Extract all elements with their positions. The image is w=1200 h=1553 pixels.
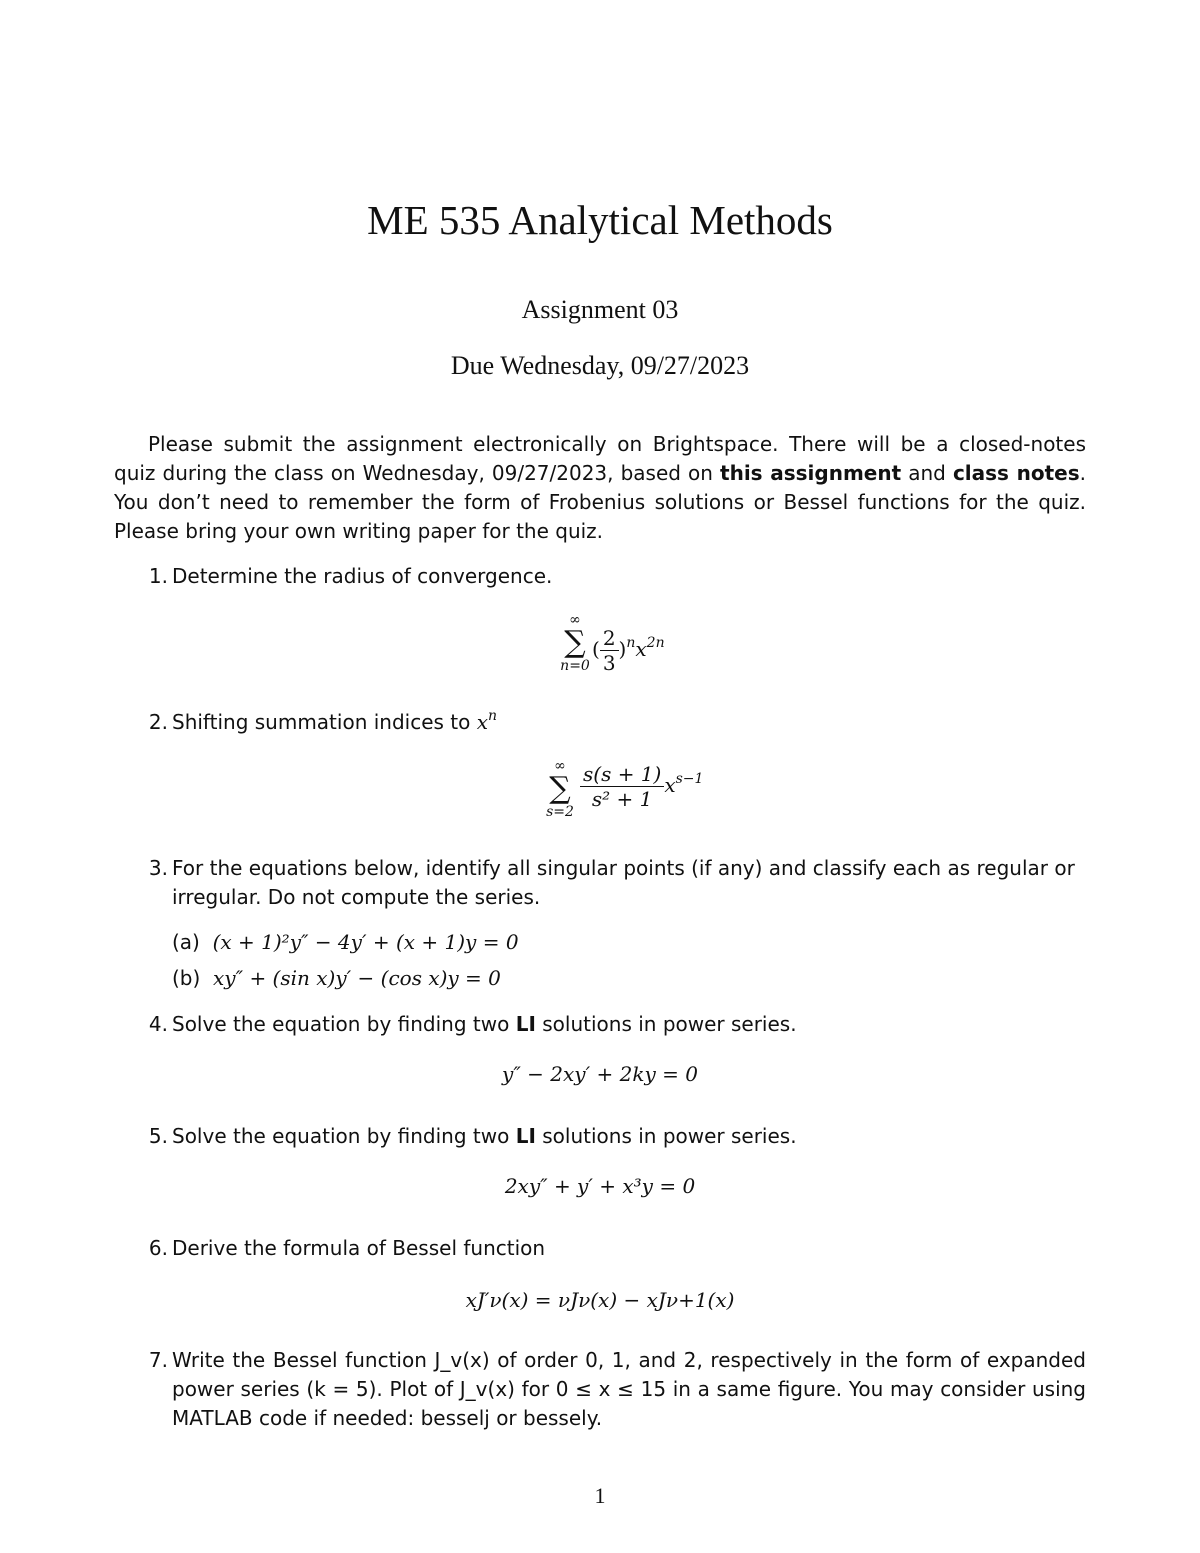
q3-item-b: (b) xy″ + (sin x)y′ − (cos x)y = 0 (172, 966, 501, 990)
assignment-number: Assignment 03 (521, 295, 679, 324)
bold-class-notes: class notes (952, 461, 1080, 485)
due-date: Due Wednesday, 09/27/2023 (450, 351, 750, 380)
q4-formula: y″ − 2xy′ + 2ky = 0 (502, 1062, 698, 1086)
question-7: 7. Write the Bessel function J_v(x) of order 0, 1, and 2, respectively in the form of expanded power series (k = 5). Plot of J_v(x) for 0 ≤ x ≤ 15 in a same figure. You may consider using MATLAB code if needed: besselj or bessely. (148, 1348, 1086, 1430)
q3-item-a: (a) (x + 1)²y″ − 4y′ + (x + 1)y = 0 (172, 930, 519, 954)
bold-this-assignment: this assignment (720, 461, 902, 485)
page-number: 1 (594, 1483, 606, 1508)
q5-formula: 2xy″ + y′ + x³y = 0 (504, 1174, 696, 1198)
document-page: ME 535 Analytical Methods Assignment 03 Due Wednesday, 09/27/2023 Please submit the assignment electronically on Brightspace. There will be a closed-notes quiz during the class on Wednesday, 09/27/2023, based on this assignment and class notes. You don’t need to remember the form of Frobenius solutions or Bessel functions for the quiz. Please bring your own writing paper for the quiz. 1. Determine the radius of convergence. ∞ ∑ n=0 ( $\frac{2}{3}$ )$^nx^{2n}$ 2. Shifting summation indices to $x^n$ ∞ ∑ s=2 $\frac{s(s + 1)}{\text{s² + 1}}$ $x^{s-1}$ 3. For the equations below, identify all singular points (if any) and classify each as regular or irregular. Do not compute the series. (a) (x + 1)²y″ − 4y′ + (x + 1)y = 0 (b) xy″ + (sin x)y′ − (cos x)y = 0 4. Solve the equation by finding two LI solutions in power series. y″ − 2xy′ + 2ky = 0 5. Solve the equation by finding two LI solutions in power series. 2xy″ + y′ + x³y = 0 6. Derive the formula of Bessel function xJ′ν(x) = νJν(x) − xJν+1(x) 7. Write the Bessel function J_v(x) of order 0, 1, and 2, respectively in the form of expanded power series (k = 5). Plot of J_v(x) for 0 ≤ x ≤ 15 in a same figure. You may consider using MATLAB code if needed: besselj or bessely. 1 (0, 0, 1200, 1553)
q6-formula: xJ′ν(x) = νJν(x) − xJν+1(x) (465, 1288, 735, 1312)
question-3: 3. For the equations below, identify all singular points (if any) and classify each as regular or irregular. Do not compute the series. (148, 856, 1075, 909)
document-title: ME 535 Analytical Methods (367, 197, 833, 243)
intro-paragraph: Please submit the assignment electronically on Brightspace. There will be a closed-notes quiz during the class on Wednesday, 09/27/2023, based on this assignment and class notes. You don’t need to remember the form of Frobenius solutions or Bessel functions for the quiz. Please bring your own writing paper for the quiz. (114, 432, 1086, 543)
